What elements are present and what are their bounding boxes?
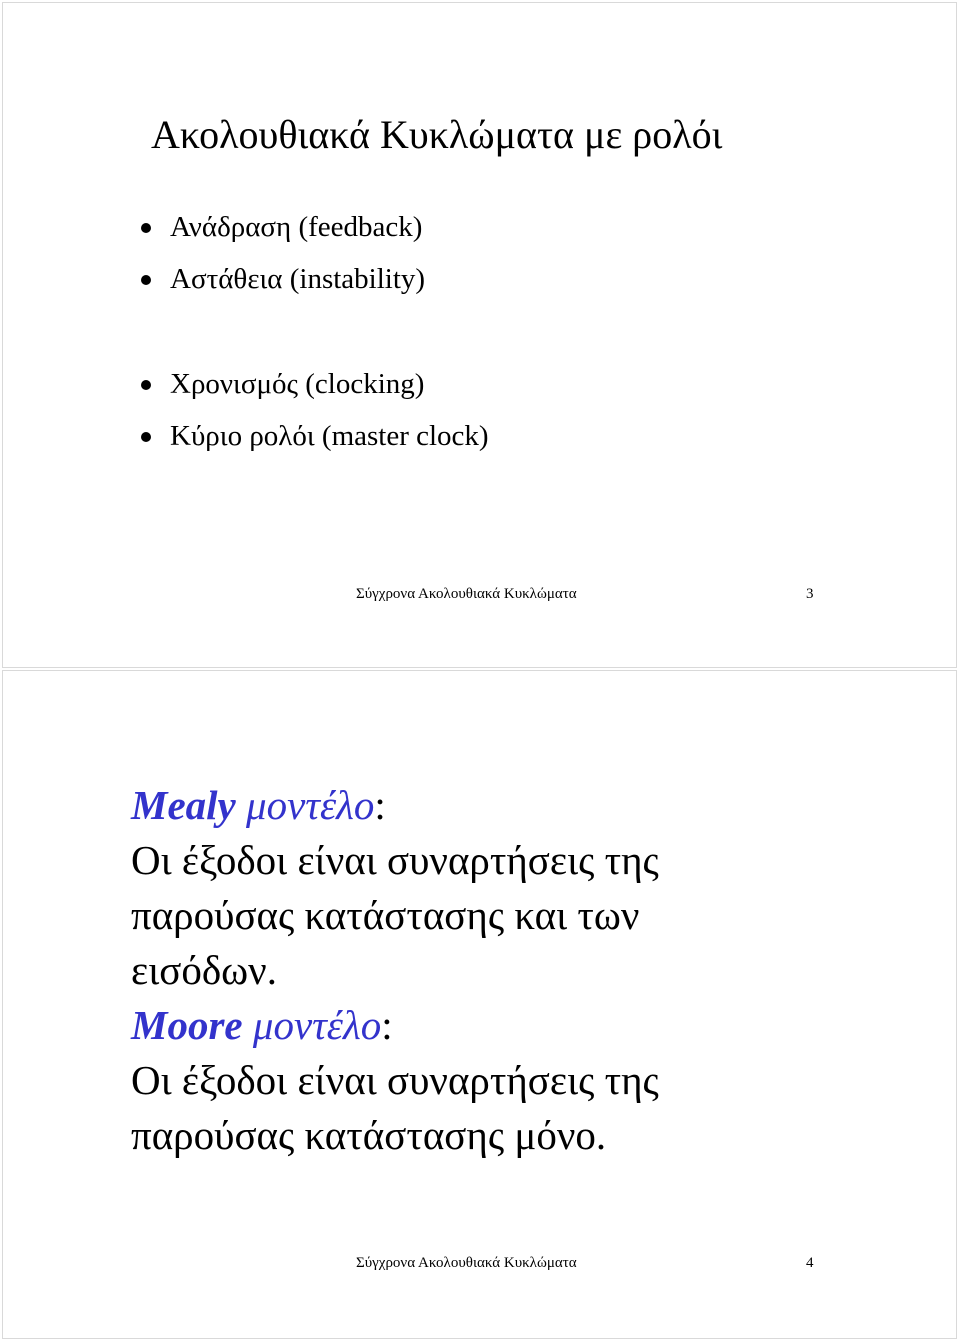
slide-3 (2, 2, 957, 668)
slide-4 (2, 670, 957, 1339)
slide-footer: Σύγχρονα Ακολουθιακά Κυκλώματα (356, 1255, 577, 1271)
bullet-item: Ανάδραση (feedback) (141, 201, 425, 253)
slide-title: Ακολουθιακά Κυκλώματα με ρολόι (151, 112, 723, 157)
bullet-list (141, 358, 489, 462)
bullet-list (141, 201, 425, 305)
moore-heading: Moore μοντέλο: (131, 1002, 393, 1048)
body-line: Οι έξοδοι είναι συναρτήσεις της (131, 1057, 659, 1103)
moore-term: Moore (131, 1002, 243, 1048)
bullet-icon (141, 380, 151, 390)
body-line: εισόδων. (131, 947, 277, 993)
moore-word: μοντέλο (252, 1002, 382, 1048)
bullet-icon (141, 275, 151, 285)
mealy-term: Mealy (131, 782, 236, 828)
bullet-icon (141, 432, 151, 442)
slide-footer: Σύγχρονα Ακολουθιακά Κυκλώματα (356, 586, 577, 602)
bullet-item: Κύριο ρολόι (master clock) (141, 410, 489, 462)
bullet-icon (141, 223, 151, 233)
mealy-heading: Mealy μοντέλο: (131, 782, 386, 828)
mealy-word: μοντέλο (246, 782, 375, 828)
slide-body (131, 778, 659, 1163)
bullet-item: Χρονισμός (clocking) (141, 358, 489, 410)
page-number: 3 (806, 586, 814, 602)
body-line: Οι έξοδοι είναι συναρτήσεις της (131, 837, 659, 883)
bullet-item: Αστάθεια (instability) (141, 253, 425, 305)
body-line: παρούσας κατάστασης μόνο. (131, 1112, 607, 1158)
body-line: παρούσας κατάστασης και των (131, 892, 640, 938)
page-number: 4 (806, 1255, 814, 1271)
